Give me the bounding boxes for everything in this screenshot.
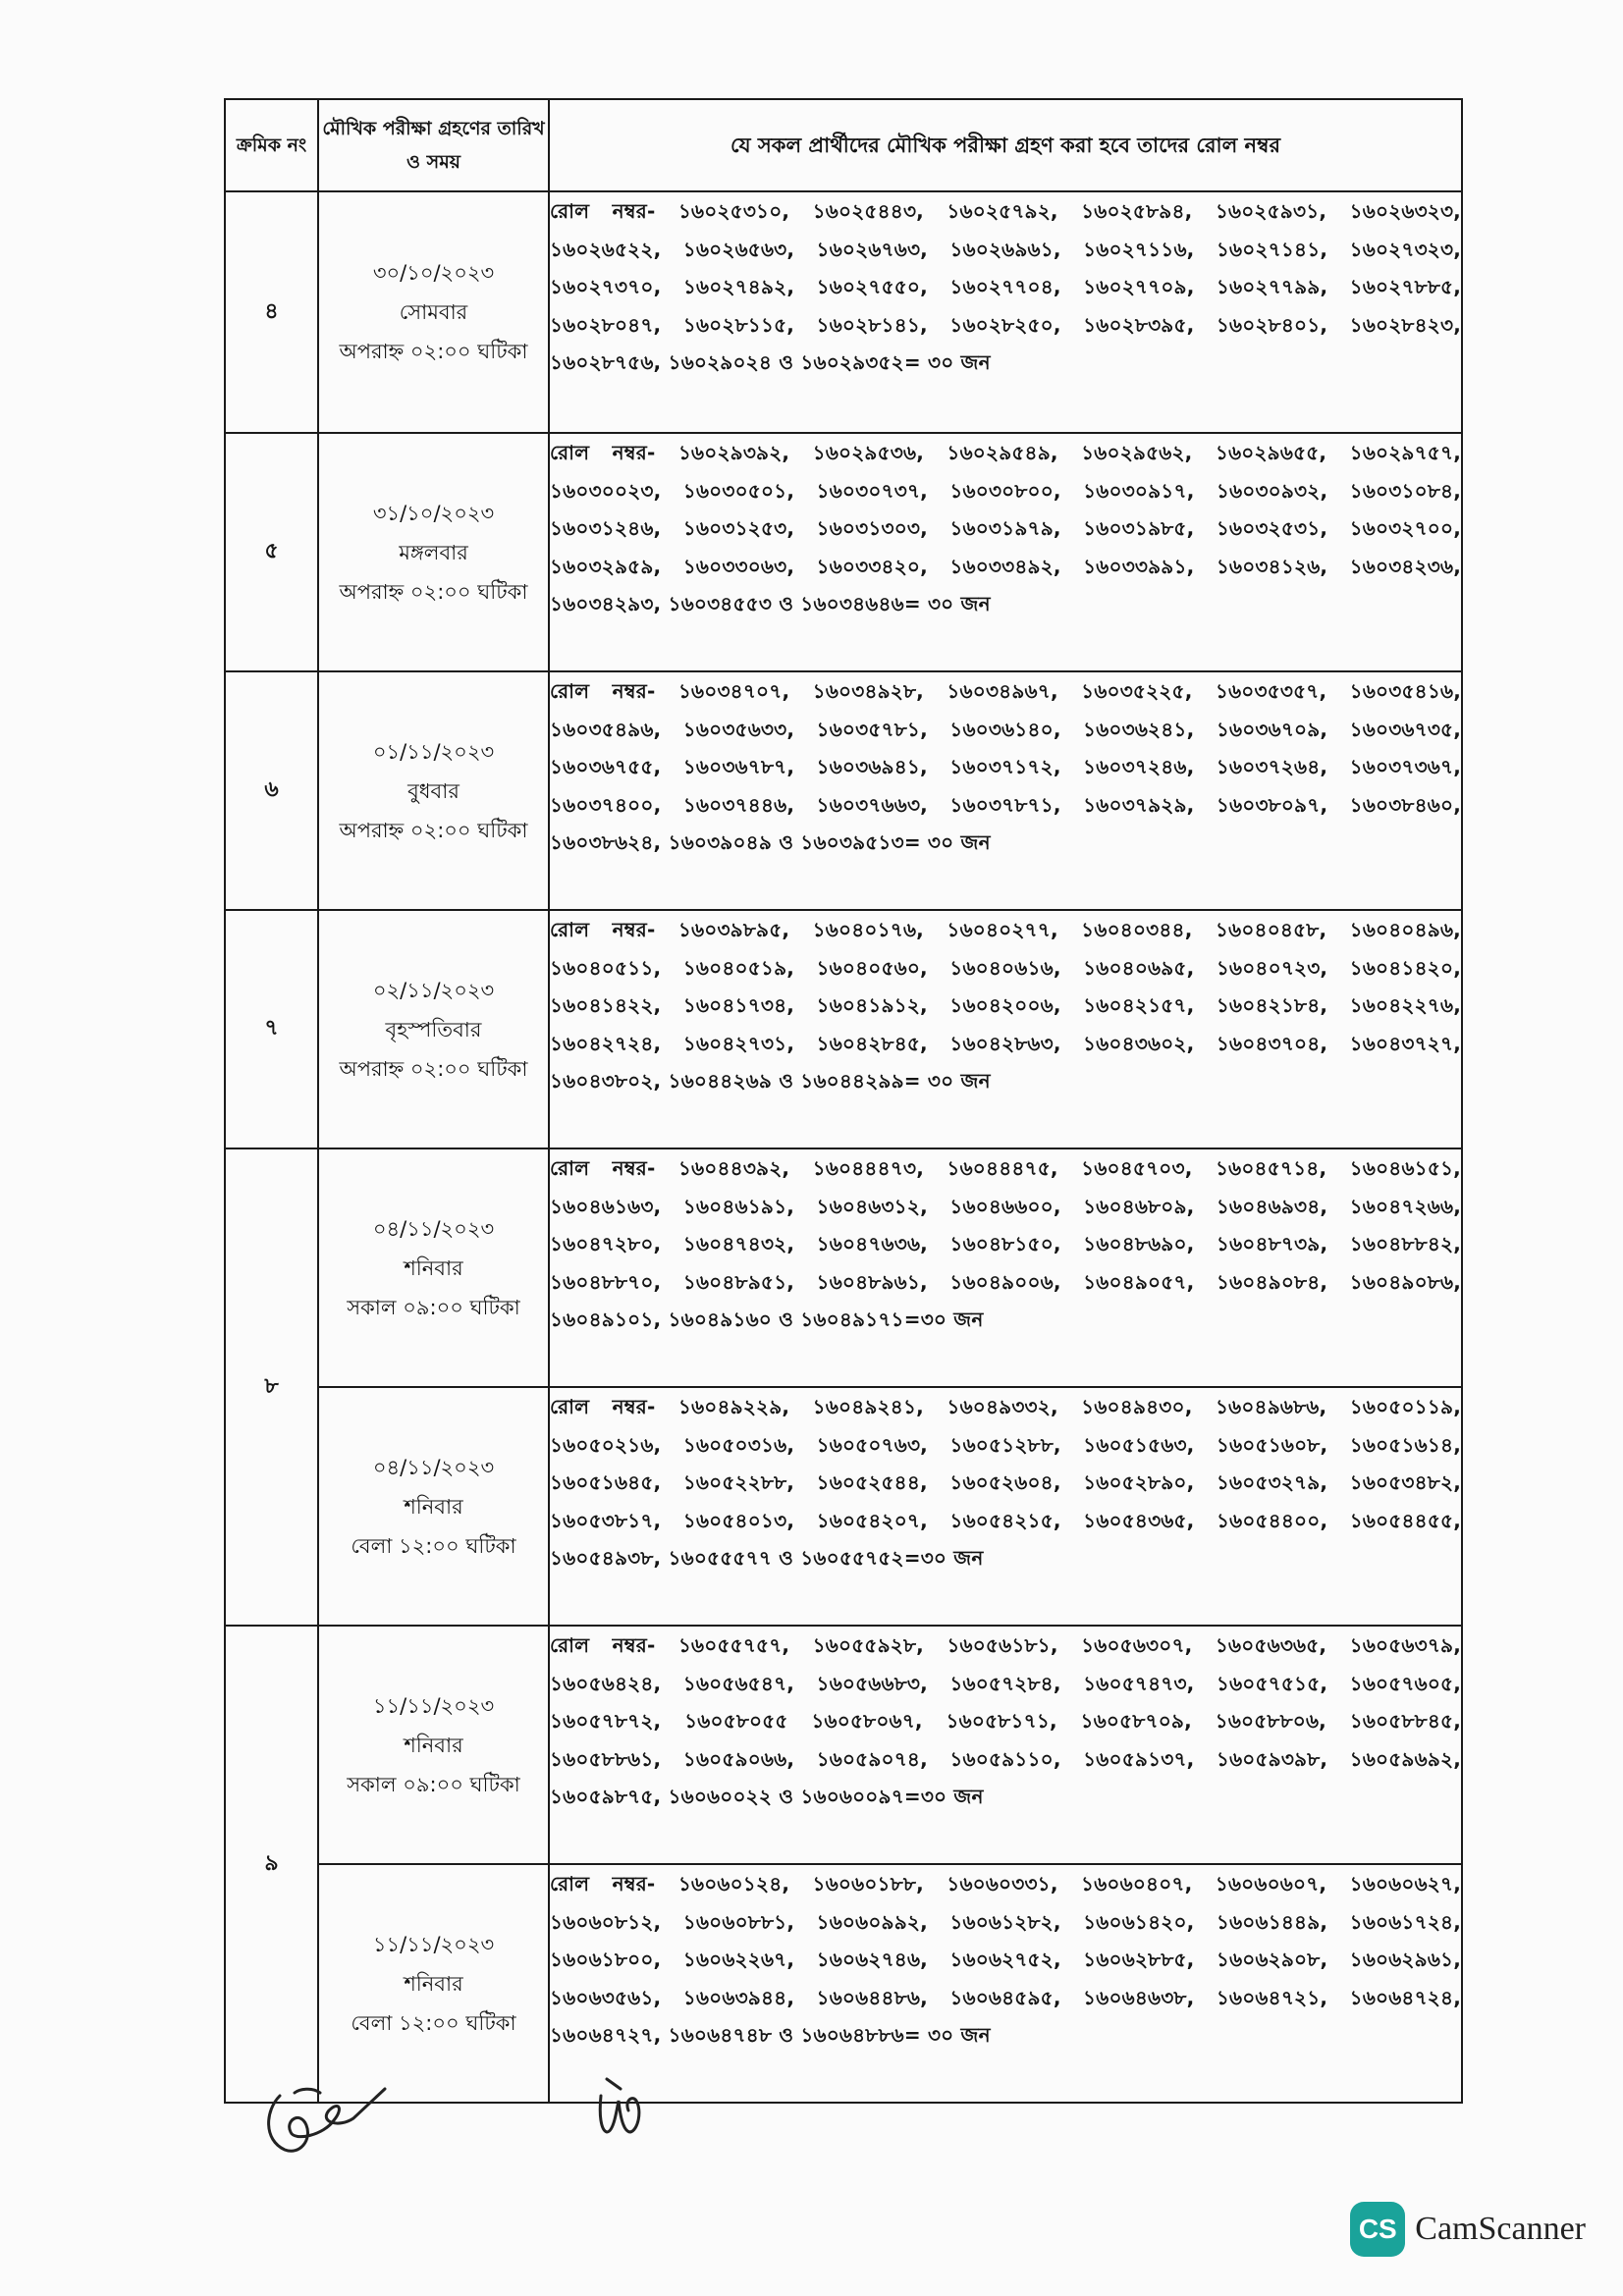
header-datetime: মৌখিক পরীক্ষা গ্রহণের তারিখ ও সময় [318, 99, 549, 191]
viva-schedule-table [224, 98, 1463, 2104]
exam-date: ১১/১১/২০২৩ [372, 1932, 495, 1956]
roll-numbers-cell: রোল নম্বর- ১৬০২৫৩১০, ১৬০২৫৪৪৩, ১৬০২৫৭৯২, ১৬০২৫৮৯৪, ১৬০২৫৯৩১, ১৬০২৬৩২৩, ১৬০২৬৫২২, ১৬০২৬৫৬৩, ১৬০২৬৭৬৩, ১৬০২৬৯৬১, ১৬০২৭১১৬, ১৬০২৭১৪১, ১৬০২৭৩২৩, ১৬০২৭৩৭০, ১৬০২৭৪৯২, ১৬০২৭৫৫০, ১৬০২৭৭০৪, ১৬০২৭৭০৯, ১৬০২৭৭৯৯, ১৬০২৭৮৮৫, ১৬০২৮০৪৭, ১৬০২৮১১৫, ১৬০২৮১৪১, ১৬০২৮২৫০, ১৬০২৮৩৯৫, ১৬০২৮৪০১, ১৬০২৮৪২৩, ১৬০২৮৭৫৬, ১৬০২৯০২৪ ও ১৬০২৯৩৫২= ৩০ জন [549, 191, 1462, 433]
table-row [225, 910, 1462, 1148]
date-time-cell [318, 191, 549, 433]
serial-cell: ৭ [225, 910, 318, 1148]
serial-cell: ৫ [225, 433, 318, 671]
roll-numbers-cell: রোল নম্বর- ১৬০২৯৩৯২, ১৬০২৯৫৩৬, ১৬০২৯৫৪৯, ১৬০২৯৫৬২, ১৬০২৯৬৫৫, ১৬০২৯৭৫৭, ১৬০৩০০২৩, ১৬০৩০৫০১, ১৬০৩০৭৩৭, ১৬০৩০৮০০, ১৬০৩০৯১৭, ১৬০৩০৯৩২, ১৬০৩১০৮৪, ১৬০৩১২৪৬, ১৬০৩১২৫৩, ১৬০৩১৩০৩, ১৬০৩১৯৭৯, ১৬০৩১৯৮৫, ১৬০৩২৫৩১, ১৬০৩২৭০০, ১৬০৩২৯৫৯, ১৬০৩৩০৬৩, ১৬০৩৩৪২০, ১৬০৩৩৪৯২, ১৬০৩৩৯৯১, ১৬০৩৪১২৬, ১৬০৩৪২৩৬, ১৬০৩৪২৯৩, ১৬০৩৪৫৫৩ ও ১৬০৩৪৬৪৬= ৩০ জন [549, 433, 1462, 671]
date-time-cell [318, 910, 549, 1148]
exam-time: সকাল ০৯:০০ ঘটিকা [347, 1295, 520, 1319]
date-time-cell [318, 1626, 549, 1864]
camscanner-brand: CamScanner [1415, 2211, 1586, 2247]
exam-time: অপরাহ্ন ০২:০০ ঘটিকা [339, 340, 528, 363]
roll-numbers-cell: রোল নম্বর- ১৬০৩৪৭০৭, ১৬০৩৪৯২৮, ১৬০৩৪৯৬৭, ১৬০৩৫২২৫, ১৬০৩৫৩৫৭, ১৬০৩৫৪১৬, ১৬০৩৫৪৯৬, ১৬০৩৫৬৩৩, ১৬০৩৫৭৮১, ১৬০৩৬১৪০, ১৬০৩৬২৪১, ১৬০৩৬৭০৯, ১৬০৩৬৭৩৫, ১৬০৩৬৭৫৫, ১৬০৩৬৭৮৭, ১৬০৩৬৯৪১, ১৬০৩৭১৭২, ১৬০৩৭২৪৬, ১৬০৩৭২৬৪, ১৬০৩৭৩৬৭, ১৬০৩৭৪০০, ১৬০৩৭৪৪৬, ১৬০৩৭৬৬৩, ১৬০৩৭৮৭১, ১৬০৩৭৯২৯, ১৬০৩৮০৯৭, ১৬০৩৮৪৬০, ১৬০৩৮৬২৪, ১৬০৩৯০৪৯ ও ১৬০৩৯৫১৩= ৩০ জন [549, 671, 1462, 910]
serial-cell: ৯ [225, 1626, 318, 2103]
exam-day: শনিবার [404, 1971, 463, 1996]
exam-date: ৩১/১০/২০২৩ [372, 501, 495, 525]
exam-date: ০৪/১১/২০২৩ [372, 1455, 495, 1479]
exam-day: সোমবার [399, 300, 468, 324]
date-time-cell [318, 1148, 549, 1387]
table-header-row [225, 99, 1462, 191]
date-time-cell [318, 1864, 549, 2103]
table-row [225, 671, 1462, 910]
exam-date: ০১/১১/২০২৩ [372, 739, 495, 764]
serial-cell: ৬ [225, 671, 318, 910]
serial-cell: ৪ [225, 191, 318, 433]
header-roll-numbers: যে সকল প্রার্থীদের মৌখিক পরীক্ষা গ্রহণ করা হবে তাদের রোল নম্বর [549, 99, 1462, 191]
exam-day: শনিবার [404, 1255, 463, 1280]
exam-date: ১১/১১/২০২৩ [372, 1693, 495, 1718]
exam-time: অপরাহ্ন ০২:০০ ঘটিকা [339, 818, 528, 842]
table-row [225, 191, 1462, 433]
table-row [225, 1626, 1462, 1864]
roll-numbers-cell: রোল নম্বর- ১৬০৩৯৮৯৫, ১৬০৪০১৭৬, ১৬০৪০২৭৭, ১৬০৪০৩৪৪, ১৬০৪০৪৫৮, ১৬০৪০৪৯৬, ১৬০৪০৫১১, ১৬০৪০৫১৯, ১৬০৪০৫৬০, ১৬০৪০৬১৬, ১৬০৪০৬৯৫, ১৬০৪০৭২৩, ১৬০৪১৪২০, ১৬০৪১৪২২, ১৬০৪১৭৩৪, ১৬০৪১৯১২, ১৬০৪২০০৬, ১৬০৪২১৫৭, ১৬০৪২১৮৪, ১৬০৪২২৭৬, ১৬০৪২৭২৪, ১৬০৪২৭৩১, ১৬০৪২৮৪৫, ১৬০৪২৮৬৩, ১৬০৪৩৬০২, ১৬০৪৩৭০৪, ১৬০৪৩৭২৭, ১৬০৪৩৮০২, ১৬০৪৪২৬৯ ও ১৬০৪৪২৯৯= ৩০ জন [549, 910, 1462, 1148]
table-row [225, 1148, 1462, 1387]
table-row [225, 1387, 1462, 1626]
roll-numbers-cell: রোল নম্বর- ১৬০৪৯২২৯, ১৬০৪৯২৪১, ১৬০৪৯৩৩২, ১৬০৪৯৪৩০, ১৬০৪৯৬৮৬, ১৬০৫০১১৯, ১৬০৫০২১৬, ১৬০৫০৩১৬, ১৬০৫০৭৬৩, ১৬০৫১২৮৮, ১৬০৫১৫৬৩, ১৬০৫১৬০৮, ১৬০৫১৬১৪, ১৬০৫১৬৪৫, ১৬০৫২২৮৮, ১৬০৫২৫৪৪, ১৬০৫২৬০৪, ১৬০৫২৮৯০, ১৬০৫৩২৭৯, ১৬০৫৩৪৮২, ১৬০৫৩৮১৭, ১৬০৫৪০১৩, ১৬০৫৪২০৭, ১৬০৫৪২১৫, ১৬০৫৪৩৬৫, ১৬০৫৪৪০০, ১৬০৫৪৪৫৫, ১৬০৫৪৯৩৮, ১৬০৫৫৫৭৭ ও ১৬০৫৫৭৫২=৩০ জন [549, 1387, 1462, 1626]
exam-time: বেলা ১২:০০ ঘটিকা [351, 2010, 516, 2035]
table-row [225, 433, 1462, 671]
exam-day: শনিবার [404, 1494, 463, 1519]
exam-day: বৃহস্পতিবার [385, 1017, 482, 1041]
exam-date: ০৪/১১/২০২৩ [372, 1216, 495, 1241]
exam-date: ৩০/১০/২০২৩ [372, 261, 495, 285]
camscanner-logo-icon: CS [1350, 2202, 1405, 2257]
table-row [225, 1864, 1462, 2103]
roll-numbers-cell: রোল নম্বর- ১৬০৬০১২৪, ১৬০৬০১৮৮, ১৬০৬০৩৩১, ১৬০৬০৪০৭, ১৬০৬০৬০৭, ১৬০৬০৬২৭, ১৬০৬০৮১২, ১৬০৬০৮৮১, ১৬০৬০৯৯২, ১৬০৬১২৮২, ১৬০৬১৪২০, ১৬০৬১৪৪৯, ১৬০৬১৭২৪, ১৬০৬১৮০০, ১৬০৬২২৬৭, ১৬০৬২৭৪৬, ১৬০৬২৭৫২, ১৬০৬২৮৮৫, ১৬০৬২৯০৮, ১৬০৬২৯৬১, ১৬০৬৩৫৬১, ১৬০৬৩৯৪৪, ১৬০৬৪৪৮৬, ১৬০৬৪৫৯৫, ১৬০৬৪৬৩৮, ১৬০৬৪৭২১, ১৬০৬৪৭২৪, ১৬০৬৪৭২৭, ১৬০৬৪৭৪৮ ও ১৬০৬৪৮৮৬= ৩০ জন [549, 1864, 1462, 2103]
exam-time: সকাল ০৯:০০ ঘটিকা [347, 1772, 520, 1796]
header-serial: ক্রমিক নং [225, 99, 318, 191]
serial-cell: ৮ [225, 1148, 318, 1626]
exam-day: বুধবার [407, 778, 460, 803]
date-time-cell [318, 671, 549, 910]
date-time-cell [318, 433, 549, 671]
exam-date: ০২/১১/২০২৩ [372, 978, 495, 1002]
exam-day: মঙ্গলবার [399, 540, 468, 564]
date-time-cell [318, 1387, 549, 1626]
exam-time: অপরাহ্ন ০২:০০ ঘটিকা [339, 1056, 528, 1081]
exam-time: বেলা ১২:০০ ঘটিকা [351, 1533, 516, 1558]
roll-numbers-cell: রোল নম্বর- ১৬০৪৪৩৯২, ১৬০৪৪৪৭৩, ১৬০৪৪৪৭৫, ১৬০৪৫৭০৩, ১৬০৪৫৭১৪, ১৬০৪৬১৫১, ১৬০৪৬১৬৩, ১৬০৪৬১৯১, ১৬০৪৬৩১২, ১৬০৪৬৬০০, ১৬০৪৬৮০৯, ১৬০৪৬৯৩৪, ১৬০৪৭২৬৬, ১৬০৪৭২৮০, ১৬০৪৭৪৩২, ১৬০৪৭৬৩৬, ১৬০৪৮১৫০, ১৬০৪৮৬৯০, ১৬০৪৮৭৩৯, ১৬০৪৮৮৪২, ১৬০৪৮৮৭০, ১৬০৪৮৯৫১, ১৬০৪৮৯৬১, ১৬০৪৯০০৬, ১৬০৪৯০৫৭, ১৬০৪৯০৮৪, ১৬০৪৯০৮৬, ১৬০৪৯১০১, ১৬০৪৯১৬০ ও ১৬০৪৯১৭১=৩০ জন [549, 1148, 1462, 1387]
exam-time: অপরাহ্ন ০২:০০ ঘটিকা [339, 579, 528, 604]
roll-numbers-cell: রোল নম্বর- ১৬০৫৫৭৫৭, ১৬০৫৫৯২৮, ১৬০৫৬১৮১, ১৬০৫৬৩০৭, ১৬০৫৬৩৬৫, ১৬০৫৬৩৭৯, ১৬০৫৬৪২৪, ১৬০৫৬৫৪৭, ১৬০৫৬৬৮৩, ১৬০৫৭২৮৪, ১৬০৫৭৪৭৩, ১৬০৫৭৫১৫, ১৬০৫৭৬০৫, ১৬০৫৭৮৭২, ১৬০৫৮০৫৫ ১৬০৫৮০৬৭, ১৬০৫৮১৭১, ১৬০৫৮৭০৯, ১৬০৫৮৮০৬, ১৬০৫৮৮৪৫, ১৬০৫৮৮৬১, ১৬০৫৯০৬৬, ১৬০৫৯০৭৪, ১৬০৫৯১১০, ১৬০৫৯১৩৭, ১৬০৫৯৩৯৮, ১৬০৫৯৬৯২, ১৬০৫৯৮৭৫, ১৬০৬০০২২ ও ১৬০৬০০৯৭=৩০ জন [549, 1626, 1462, 1864]
camscanner-watermark [1350, 2202, 1586, 2257]
exam-day: শনিবার [404, 1733, 463, 1757]
